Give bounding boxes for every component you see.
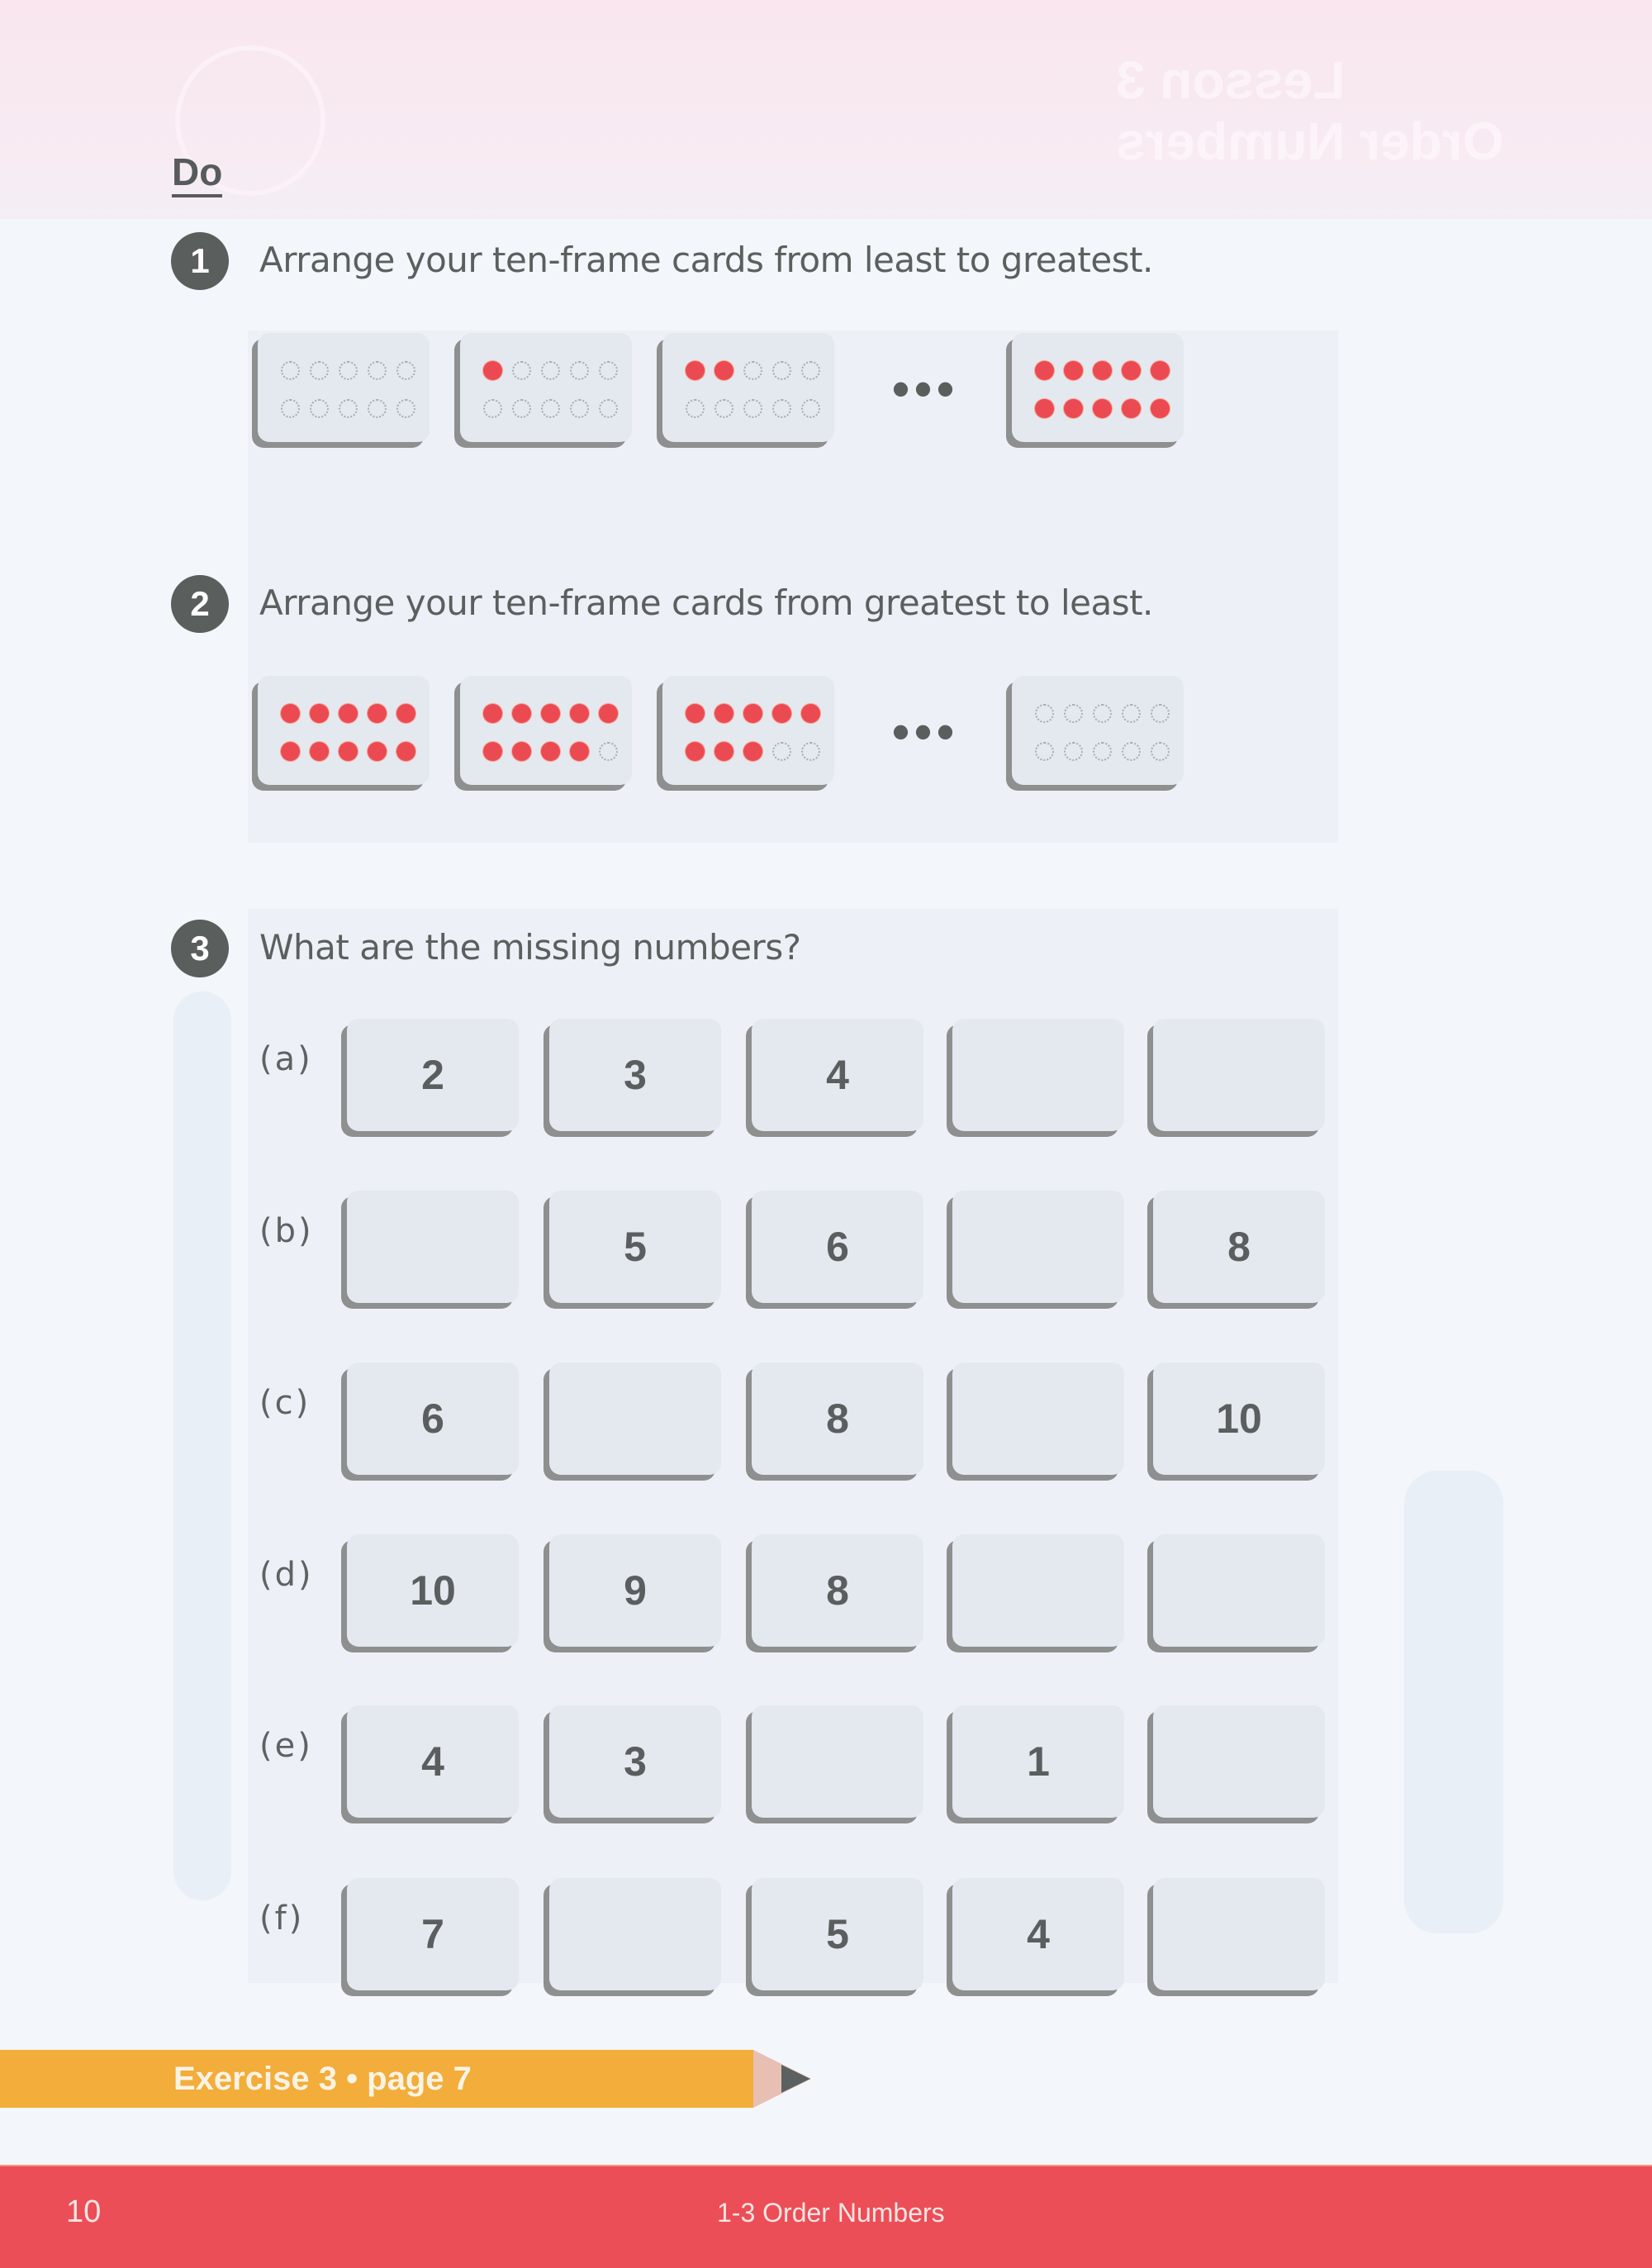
empty-counter-icon: [801, 361, 820, 380]
filled-counter-icon: [1064, 399, 1083, 418]
ten-frame-row: [1035, 399, 1170, 418]
section-heading-do: Do: [172, 151, 222, 197]
footer-title: 1-3 Order Numbers: [717, 2198, 945, 2228]
part-label: (a): [259, 1040, 313, 1078]
exercise-link[interactable]: Exercise 3 • page 7: [173, 2061, 472, 2097]
filled-counter-icon: [1151, 399, 1170, 418]
ghost-figure: [173, 991, 231, 1900]
filled-counter-icon: [1151, 361, 1170, 380]
filled-counter-icon: [686, 742, 705, 761]
filled-counter-icon: [772, 704, 791, 723]
empty-counter-icon: [368, 361, 387, 380]
blank-number-card[interactable]: [1153, 1534, 1325, 1647]
filled-counter-icon: [714, 742, 733, 761]
empty-counter-icon: [368, 399, 387, 418]
empty-counter-icon: [310, 361, 329, 380]
empty-counter-icon: [483, 399, 502, 418]
number-card: 5: [549, 1191, 721, 1303]
filled-counter-icon: [512, 742, 531, 761]
empty-counter-icon: [599, 742, 618, 761]
empty-counter-icon: [743, 361, 762, 380]
filled-counter-icon: [310, 742, 329, 761]
blank-number-card[interactable]: [952, 1019, 1124, 1131]
empty-counter-icon: [743, 399, 762, 418]
filled-counter-icon: [339, 704, 358, 723]
ten-frame-card: [1012, 333, 1184, 442]
filled-counter-icon: [281, 704, 300, 723]
question-number-badge: 1: [171, 232, 229, 290]
filled-counter-icon: [599, 704, 618, 723]
empty-counter-icon: [396, 399, 415, 418]
ten-frame-card: [460, 333, 632, 442]
filled-counter-icon: [1093, 399, 1112, 418]
part-label: (b): [259, 1212, 314, 1250]
number-card: 10: [1153, 1362, 1325, 1475]
filled-counter-icon: [1035, 399, 1054, 418]
number-card: 9: [549, 1534, 721, 1647]
filled-counter-icon: [396, 742, 415, 761]
question-number-badge: 2: [171, 575, 229, 633]
empty-counter-icon: [512, 399, 531, 418]
filled-counter-icon: [743, 704, 762, 723]
filled-counter-icon: [512, 704, 531, 723]
number-card: 8: [752, 1534, 923, 1647]
ten-frame-row: [686, 742, 820, 761]
filled-counter-icon: [541, 704, 560, 723]
ghost-lesson-title: [1116, 50, 1503, 172]
ghost-lesson-label: Lesson 3: [1115, 50, 1345, 110]
question-text: Arrange your ten-frame cards from greatest to least.: [259, 582, 1153, 623]
empty-counter-icon: [686, 399, 705, 418]
ten-frame-card: [1012, 676, 1184, 785]
empty-counter-icon: [310, 399, 329, 418]
filled-counter-icon: [1064, 361, 1083, 380]
filled-counter-icon: [483, 361, 502, 380]
filled-counter-icon: [396, 704, 415, 723]
empty-counter-icon: [396, 361, 415, 380]
filled-counter-icon: [310, 704, 329, 723]
ten-frame-row: [281, 399, 415, 418]
empty-counter-icon: [1064, 742, 1083, 761]
number-card: 3: [549, 1705, 721, 1818]
pencil-lead-icon: [781, 2065, 810, 2093]
empty-counter-icon: [801, 742, 820, 761]
filled-counter-icon: [570, 704, 589, 723]
empty-counter-icon: [281, 361, 300, 380]
number-card: 2: [347, 1019, 519, 1131]
empty-counter-icon: [570, 361, 589, 380]
filled-counter-icon: [541, 742, 560, 761]
blank-number-card[interactable]: [952, 1534, 1124, 1647]
number-card: 7: [347, 1878, 519, 1990]
number-card: 4: [752, 1019, 923, 1131]
part-label: (f): [259, 1900, 305, 1938]
blank-number-card[interactable]: [549, 1362, 721, 1475]
blank-number-card[interactable]: [752, 1705, 923, 1818]
ten-frame-card: [258, 333, 430, 442]
filled-counter-icon: [368, 742, 387, 761]
empty-counter-icon: [801, 399, 820, 418]
empty-counter-icon: [570, 399, 589, 418]
ten-frame-row: [281, 361, 415, 380]
blank-number-card[interactable]: [952, 1191, 1124, 1303]
empty-counter-icon: [599, 361, 618, 380]
ten-frame-row: [686, 361, 820, 380]
ghost-figure: [1404, 1471, 1503, 1933]
number-card: 6: [752, 1191, 923, 1303]
empty-counter-icon: [1151, 704, 1170, 723]
number-card: 4: [347, 1705, 519, 1818]
ten-frame-row: [483, 361, 618, 380]
ten-frame-row: [483, 704, 618, 723]
number-card: 8: [752, 1362, 923, 1475]
empty-counter-icon: [1122, 704, 1141, 723]
ten-frame-card: [662, 676, 834, 785]
ellipsis-icon: •••: [892, 361, 960, 416]
blank-number-card[interactable]: [549, 1878, 721, 1990]
ten-frame-row: [483, 742, 618, 761]
ghost-lesson-subtitle: Order Numbers: [1115, 112, 1503, 171]
blank-number-card[interactable]: [1153, 1705, 1325, 1818]
empty-counter-icon: [339, 361, 358, 380]
filled-counter-icon: [483, 742, 502, 761]
ten-frame-row: [686, 704, 820, 723]
empty-counter-icon: [339, 399, 358, 418]
empty-counter-icon: [772, 361, 791, 380]
filled-counter-icon: [801, 704, 820, 723]
ten-frame-row: [1035, 704, 1170, 723]
ten-frame-card: [460, 676, 632, 785]
filled-counter-icon: [1122, 399, 1141, 418]
ten-frame-row: [1035, 361, 1170, 380]
ten-frame-row: [281, 742, 415, 761]
ten-frame-row: [1035, 742, 1170, 761]
question-number-badge: 3: [171, 920, 229, 977]
number-card: 3: [549, 1019, 721, 1131]
empty-counter-icon: [541, 399, 560, 418]
number-card: 6: [347, 1362, 519, 1475]
ten-frame-row: [281, 704, 415, 723]
blank-number-card[interactable]: [347, 1191, 519, 1303]
empty-counter-icon: [1035, 704, 1054, 723]
number-card: 8: [1153, 1191, 1325, 1303]
filled-counter-icon: [483, 704, 502, 723]
part-label: (c): [259, 1384, 311, 1422]
filled-counter-icon: [714, 361, 733, 380]
part-label: (d): [259, 1556, 314, 1594]
blank-number-card[interactable]: [1153, 1878, 1325, 1990]
number-card: 5: [752, 1878, 923, 1990]
empty-counter-icon: [772, 742, 791, 761]
filled-counter-icon: [339, 742, 358, 761]
filled-counter-icon: [281, 742, 300, 761]
empty-counter-icon: [1093, 742, 1112, 761]
filled-counter-icon: [714, 704, 733, 723]
filled-counter-icon: [686, 361, 705, 380]
question-text: What are the missing numbers?: [259, 927, 801, 968]
empty-counter-icon: [1151, 742, 1170, 761]
ten-frame-card: [258, 676, 430, 785]
number-card: 10: [347, 1534, 519, 1647]
filled-counter-icon: [1122, 361, 1141, 380]
page-number: 10: [66, 2194, 102, 2229]
empty-counter-icon: [1035, 742, 1054, 761]
empty-counter-icon: [772, 399, 791, 418]
blank-number-card[interactable]: [1153, 1019, 1325, 1131]
number-card: 1: [952, 1705, 1124, 1818]
filled-counter-icon: [686, 704, 705, 723]
empty-counter-icon: [541, 361, 560, 380]
empty-counter-icon: [714, 399, 733, 418]
filled-counter-icon: [1093, 361, 1112, 380]
part-label: (e): [259, 1727, 313, 1765]
filled-counter-icon: [1035, 361, 1054, 380]
empty-counter-icon: [512, 361, 531, 380]
number-card: 4: [952, 1878, 1124, 1990]
filled-counter-icon: [743, 742, 762, 761]
empty-counter-icon: [281, 399, 300, 418]
filled-counter-icon: [570, 742, 589, 761]
question-text: Arrange your ten-frame cards from least to greatest.: [259, 240, 1153, 280]
filled-counter-icon: [368, 704, 387, 723]
blank-number-card[interactable]: [952, 1362, 1124, 1475]
empty-counter-icon: [1064, 704, 1083, 723]
empty-counter-icon: [1093, 704, 1112, 723]
ellipsis-icon: •••: [892, 704, 960, 759]
ten-frame-row: [483, 399, 618, 418]
empty-counter-icon: [1122, 742, 1141, 761]
ten-frame-row: [686, 399, 820, 418]
empty-counter-icon: [599, 399, 618, 418]
ten-frame-card: [662, 333, 834, 442]
